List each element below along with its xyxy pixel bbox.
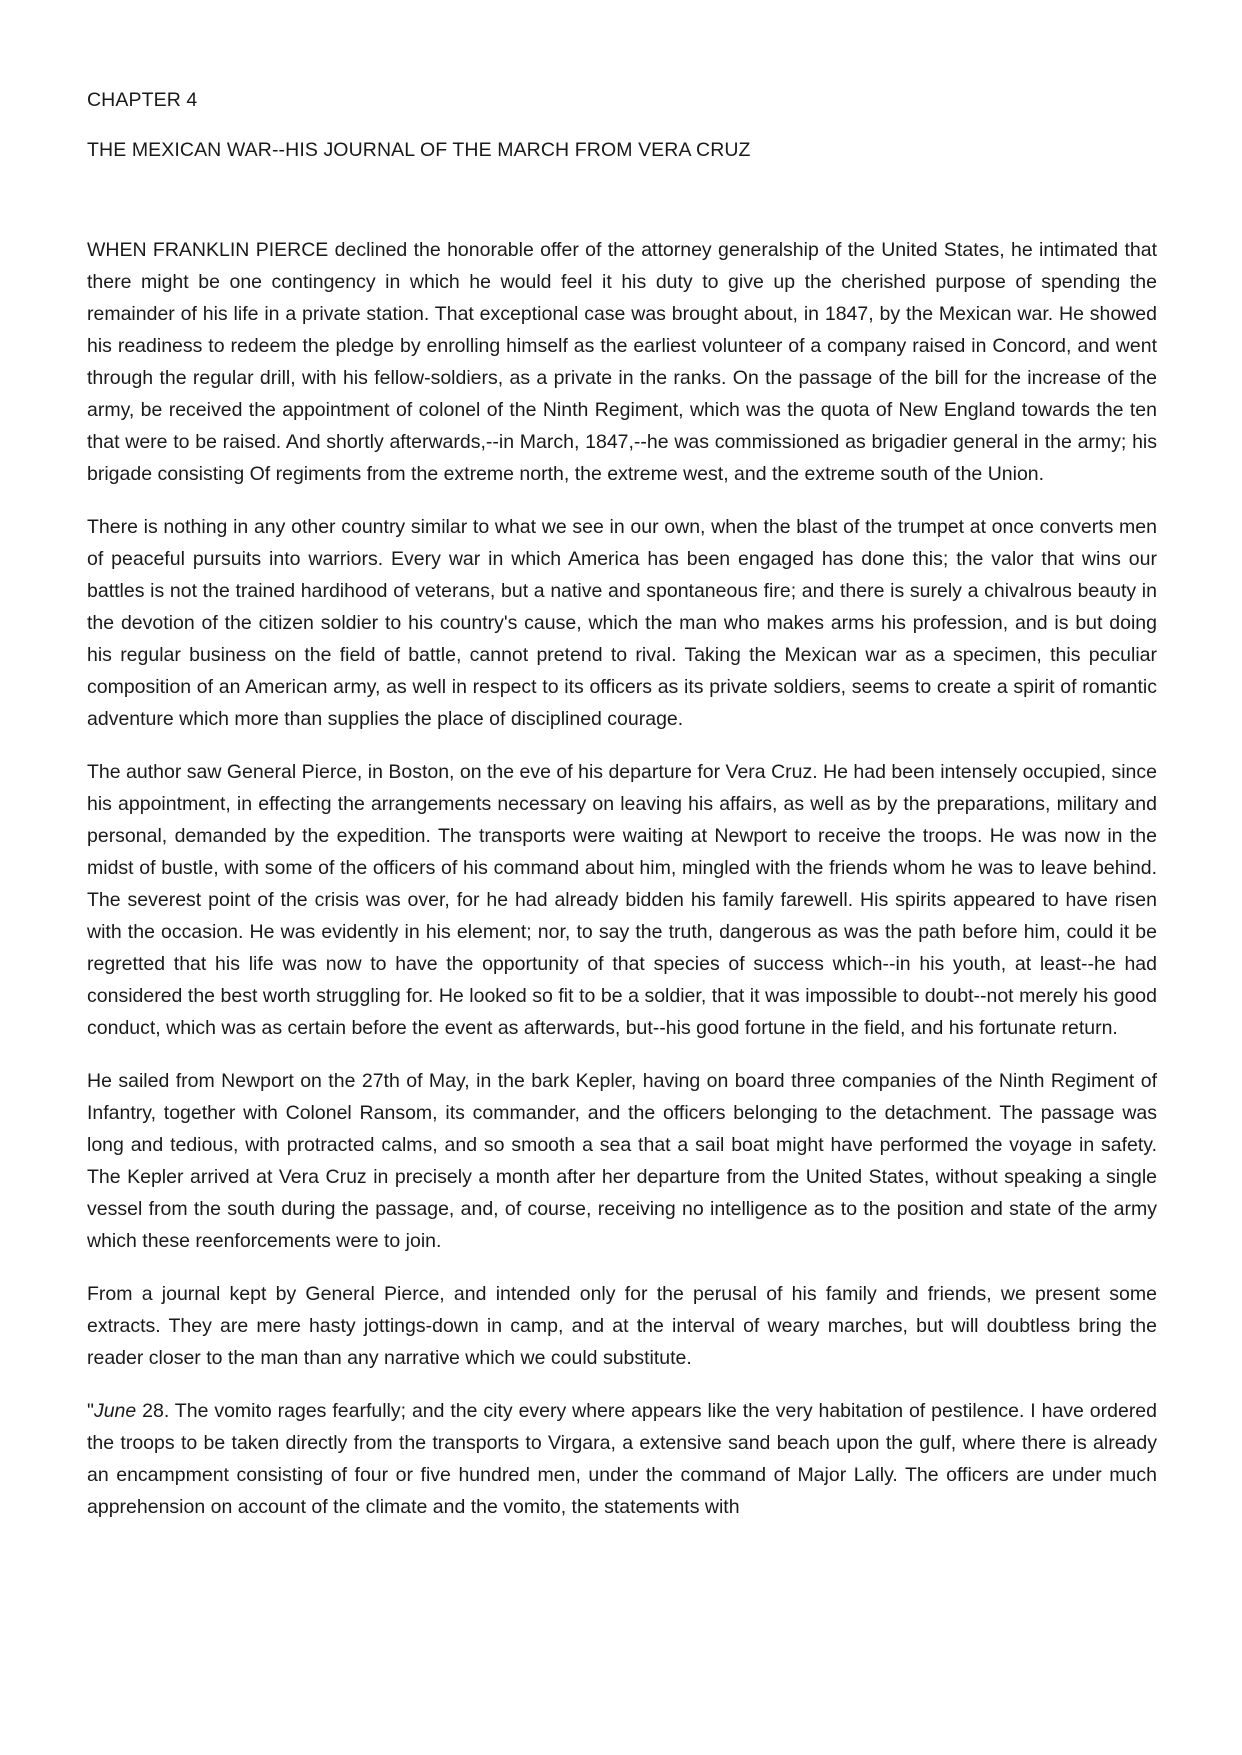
paragraph-3: The author saw General Pierce, in Boston, on the eve of his departure for Vera Cruz. He had been intensely occupied, since his appointment, in effecting the arrangements necessary on leaving his affairs, as well as by the preparations, military and personal, demanded by the expedition. The transports were waiting at Newport to receive the troops. He was now in the midst of bustle, with some of the officers of his command about him, mingled with the friends whom he was to leave behind. The severest point of the crisis was over, for he had already bidden his family farewell. His spirits appeared to have risen with the occasion. He was evidently in his element; nor, to say the truth, dangerous as was the path before him, could it be regretted that his life was now to have the opportunity of that species of success which--in his youth, at least--he had considered the best worth struggling for. He looked so fit to be a soldier, that it was impossible to doubt--not merely his good conduct, which was as certain before the event as afterwards, but--his good fortune in the field, and his fortunate return.: [87, 761, 1157, 1039]
paragraph-4: He sailed from Newport on the 27th of May, in the bark Kepler, having on board three companies of the Ninth Regiment of Infantry, together with Colonel Ransom, its commander, and the officers belonging to the detachment. The passage was long and tedious, with protracted calms, and so smooth a sea that a sail boat might have performed the voyage in safety. The Kepler arrived at Vera Cruz in precisely a month after her departure from the United States, without speaking a single vessel from the south during the passage, and, of course, receiving no intelligence as to the position and state of the army which these reenforcements were to join.: [87, 1070, 1157, 1252]
journal-open-quote: ": [87, 1400, 94, 1422]
journal-date: June: [93, 1400, 137, 1422]
paragraph-5: From a journal kept by General Pierce, and intended only for the perusal of his family and friends, we present some extracts. They are mere hasty jottings-down in camp, and at the interval of weary marches, but will doubtless bring the reader closer to the man than any narrative which we could substitute.: [87, 1283, 1157, 1369]
chapter-title: THE MEXICAN WAR--HIS JOURNAL OF THE MARCH FROM VERA CRUZ: [87, 139, 751, 161]
chapter-heading: CHAPTER 4: [87, 89, 198, 111]
document-page: [87, 86, 1157, 1544]
paragraph-2: There is nothing in any other country similar to what we see in our own, when the blast of the trumpet at once converts men of peaceful pursuits into warriors. Every war in which America has been engaged has done this; the valor that wins our battles is not the trained hardihood of veterans, but a native and spontaneous fire; and there is surely a chivalrous beauty in the devotion of the citizen soldier to his country's cause, which the man who makes arms his profession, and is but doing his regular business on the field of battle, cannot pretend to rival. Taking the Mexican war as a specimen, this peculiar composition of an American army, as well in respect to its officers as its private soldiers, seems to create a spirit of romantic adventure which more than supplies the place of disciplined courage.: [87, 516, 1157, 730]
paragraph-1: WHEN FRANKLIN PIERCE declined the honorable offer of the attorney generalship of the United States, he intimated that there might be one contingency in which he would feel it his duty to give up the cherished purpose of spending the remainder of his life in a private station. That exceptional case was brought about, in 1847, by the Mexican war. He showed his readiness to redeem the pledge by enrolling himself as the earliest volunteer of a company raised in Concord, and went through the regular drill, with his fellow-soldiers, as a private in the ranks. On the passage of the bill for the increase of the army, be received the appointment of colonel of the Ninth Regiment, which was the quota of New England towards the ten that were to be raised. And shortly afterwards,--in March, 1847,--he was commissioned as brigadier general in the army; his brigade consisting Of regiments from the extreme north, the extreme west, and the extreme south of the Union.: [87, 239, 1157, 485]
journal-paragraph: [87, 1395, 1157, 1523]
journal-text: 28. The vomito rages fearfully; and the city every where appears like the very habitation of pestilence. I have ordered the troops to be taken directly from the transports to Virgara, a extensive sand beach upon the gulf, where there is already an encampment consisting of four or five hundred men, under the command of Major Lally. The officers are under much apprehension on account of the climate and the vomito, the statements with: [87, 1400, 1157, 1518]
